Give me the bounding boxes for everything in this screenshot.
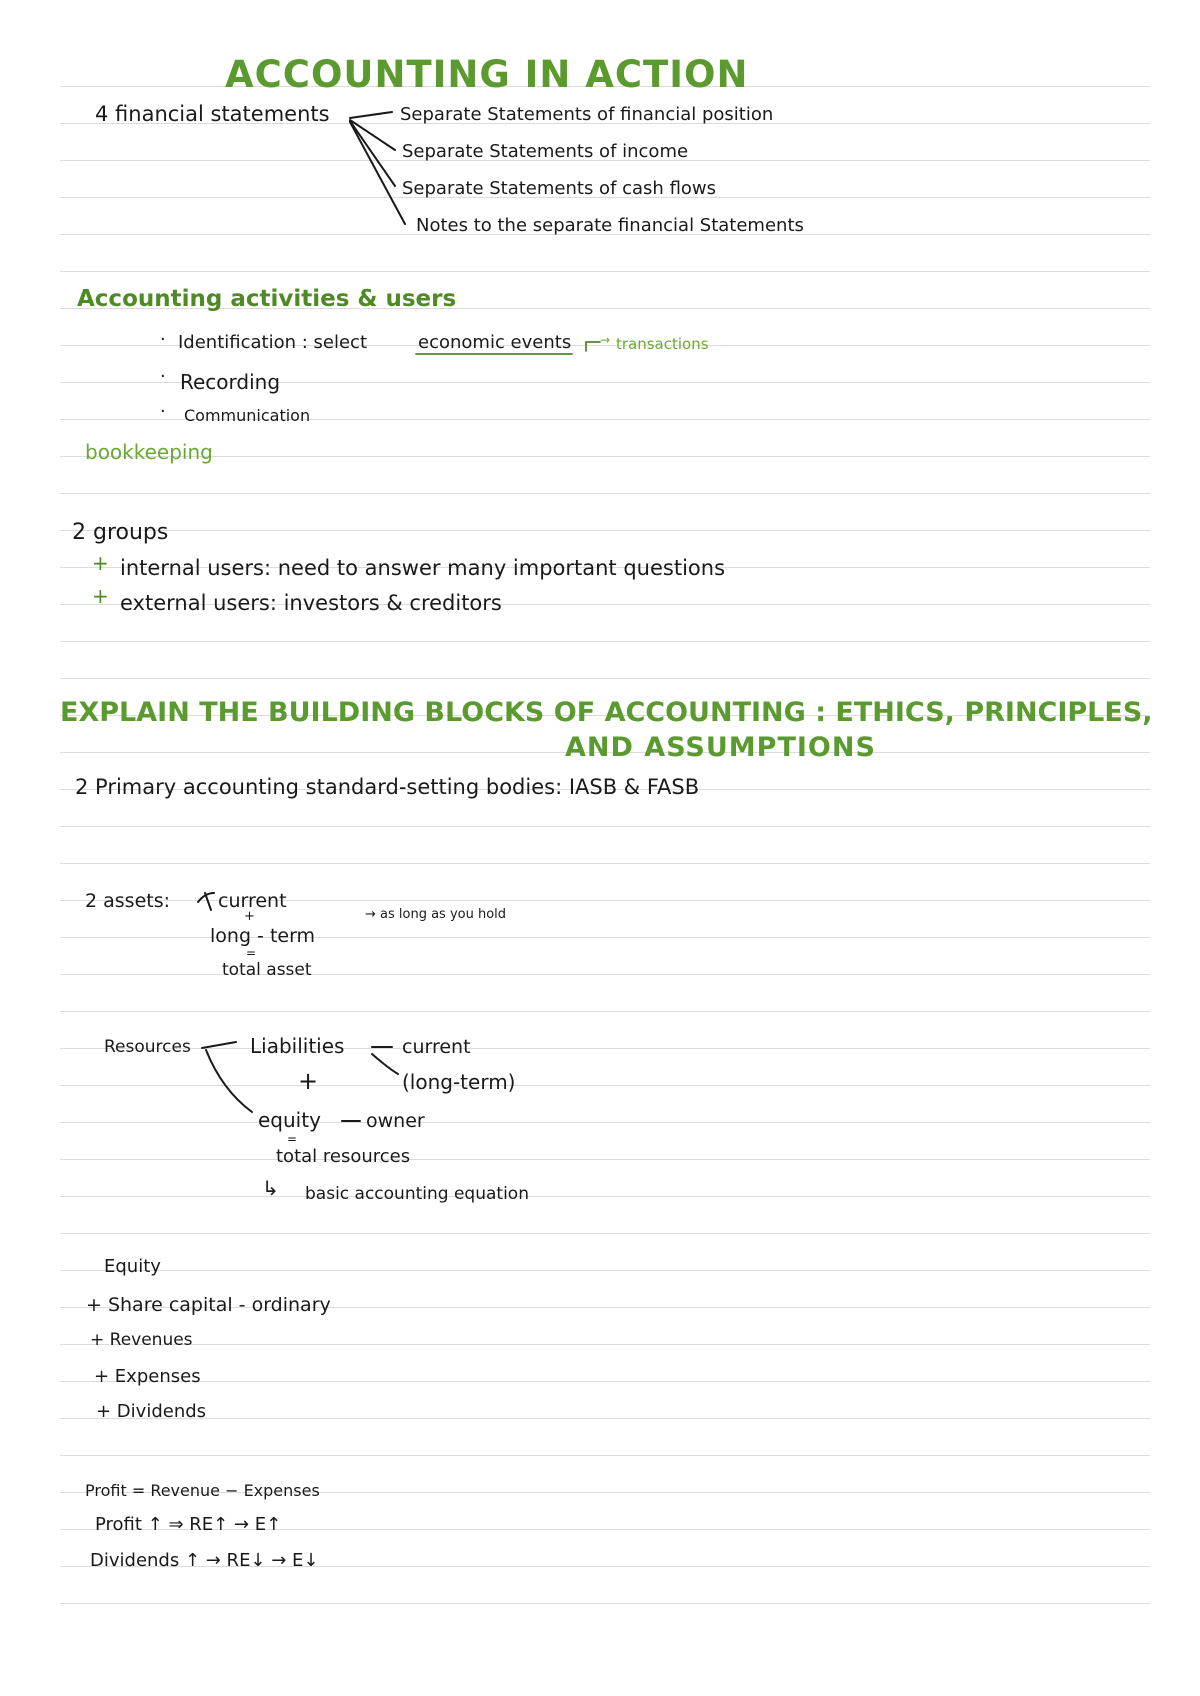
section-title-line1: EXPLAIN THE BUILDING BLOCKS OF ACCOUNTING : ETHICS, PRINCIPLES,	[60, 697, 1153, 728]
standards-line: 2 Primary accounting standard-setting bodies: IASB & FASB	[75, 775, 700, 799]
communication-item: Communication	[184, 406, 311, 425]
identification-label: Identification : select	[178, 332, 368, 353]
profit-effect: Profit ↑ ⇒ RE↑ → E↑	[95, 1514, 282, 1535]
resources-branch-top	[202, 1042, 236, 1048]
equity-owner: owner	[366, 1110, 425, 1132]
fs-label: 4 financial statements	[95, 102, 330, 126]
fs-item: Separate Statements of income	[402, 141, 689, 162]
fs-branch-3	[350, 121, 395, 186]
section-title-line2: AND ASSUMPTIONS	[565, 732, 876, 763]
fs-item: Notes to the separate financial Statements	[416, 215, 804, 236]
economic-events: economic events	[418, 332, 572, 353]
assets-bracket-tail	[205, 893, 211, 910]
external-users: external users: investors & creditors	[120, 591, 502, 615]
liabilities-plus: +	[298, 1067, 319, 1095]
page-title: ACCOUNTING IN ACTION	[225, 53, 749, 96]
assets-equals: =	[246, 946, 257, 960]
groups-heading: 2 groups	[72, 520, 169, 545]
arrow-right-icon: →	[600, 333, 611, 347]
plus-icon: +	[92, 551, 109, 575]
transactions-note: transactions	[616, 335, 709, 353]
assets-note: → as long as you hold	[365, 907, 507, 922]
internal-users: internal users: need to answer many important questions	[120, 556, 726, 580]
fs-item: Separate Statements of cash flows	[402, 178, 717, 199]
resources-equals: =	[287, 1132, 298, 1146]
assets-current: current	[218, 890, 287, 912]
bullet-icon: ·	[160, 366, 166, 387]
basic-accounting-equation: basic accounting equation	[305, 1184, 529, 1204]
plus-icon: +	[92, 584, 109, 608]
resources-total: total resources	[276, 1146, 411, 1167]
recording-item: Recording	[180, 370, 281, 394]
equity-label: equity	[258, 1108, 321, 1132]
equity-list-item: + Expenses	[94, 1366, 201, 1387]
equity-list-item: + Dividends	[96, 1401, 207, 1422]
bullet-icon: ·	[160, 329, 166, 350]
liabilities-longterm: (long-term)	[402, 1070, 516, 1094]
assets-plus: +	[244, 909, 255, 924]
equity-list-item: + Share capital - ordinary	[86, 1294, 331, 1316]
bookkeeping-note: bookkeeping	[85, 440, 213, 464]
liabilities-label: Liabilities	[250, 1034, 345, 1058]
liabilities-current: current	[402, 1036, 471, 1058]
liab-branch-longterm	[372, 1054, 398, 1074]
equity-list-item: + Revenues	[90, 1330, 193, 1350]
assets-total: total asset	[222, 960, 312, 980]
transactions-arrow-stem	[586, 342, 600, 351]
activities-heading: Accounting activities & users	[77, 286, 457, 312]
fs-item: Separate Statements of financial position	[400, 104, 774, 125]
hook-arrow-icon: ↳	[262, 1176, 279, 1200]
resources-label: Resources	[104, 1037, 191, 1057]
resources-branch-bottom	[206, 1050, 252, 1112]
dividends-effect: Dividends ↑ → RE↓ → E↓	[90, 1550, 319, 1571]
profit-formula: Profit = Revenue − Expenses	[85, 1481, 320, 1500]
fs-branch-1	[350, 112, 392, 118]
assets-longterm: long - term	[210, 925, 316, 947]
equity-list-heading: Equity	[104, 1256, 161, 1277]
bullet-icon: ·	[160, 401, 166, 422]
assets-label: 2 assets:	[85, 890, 171, 912]
